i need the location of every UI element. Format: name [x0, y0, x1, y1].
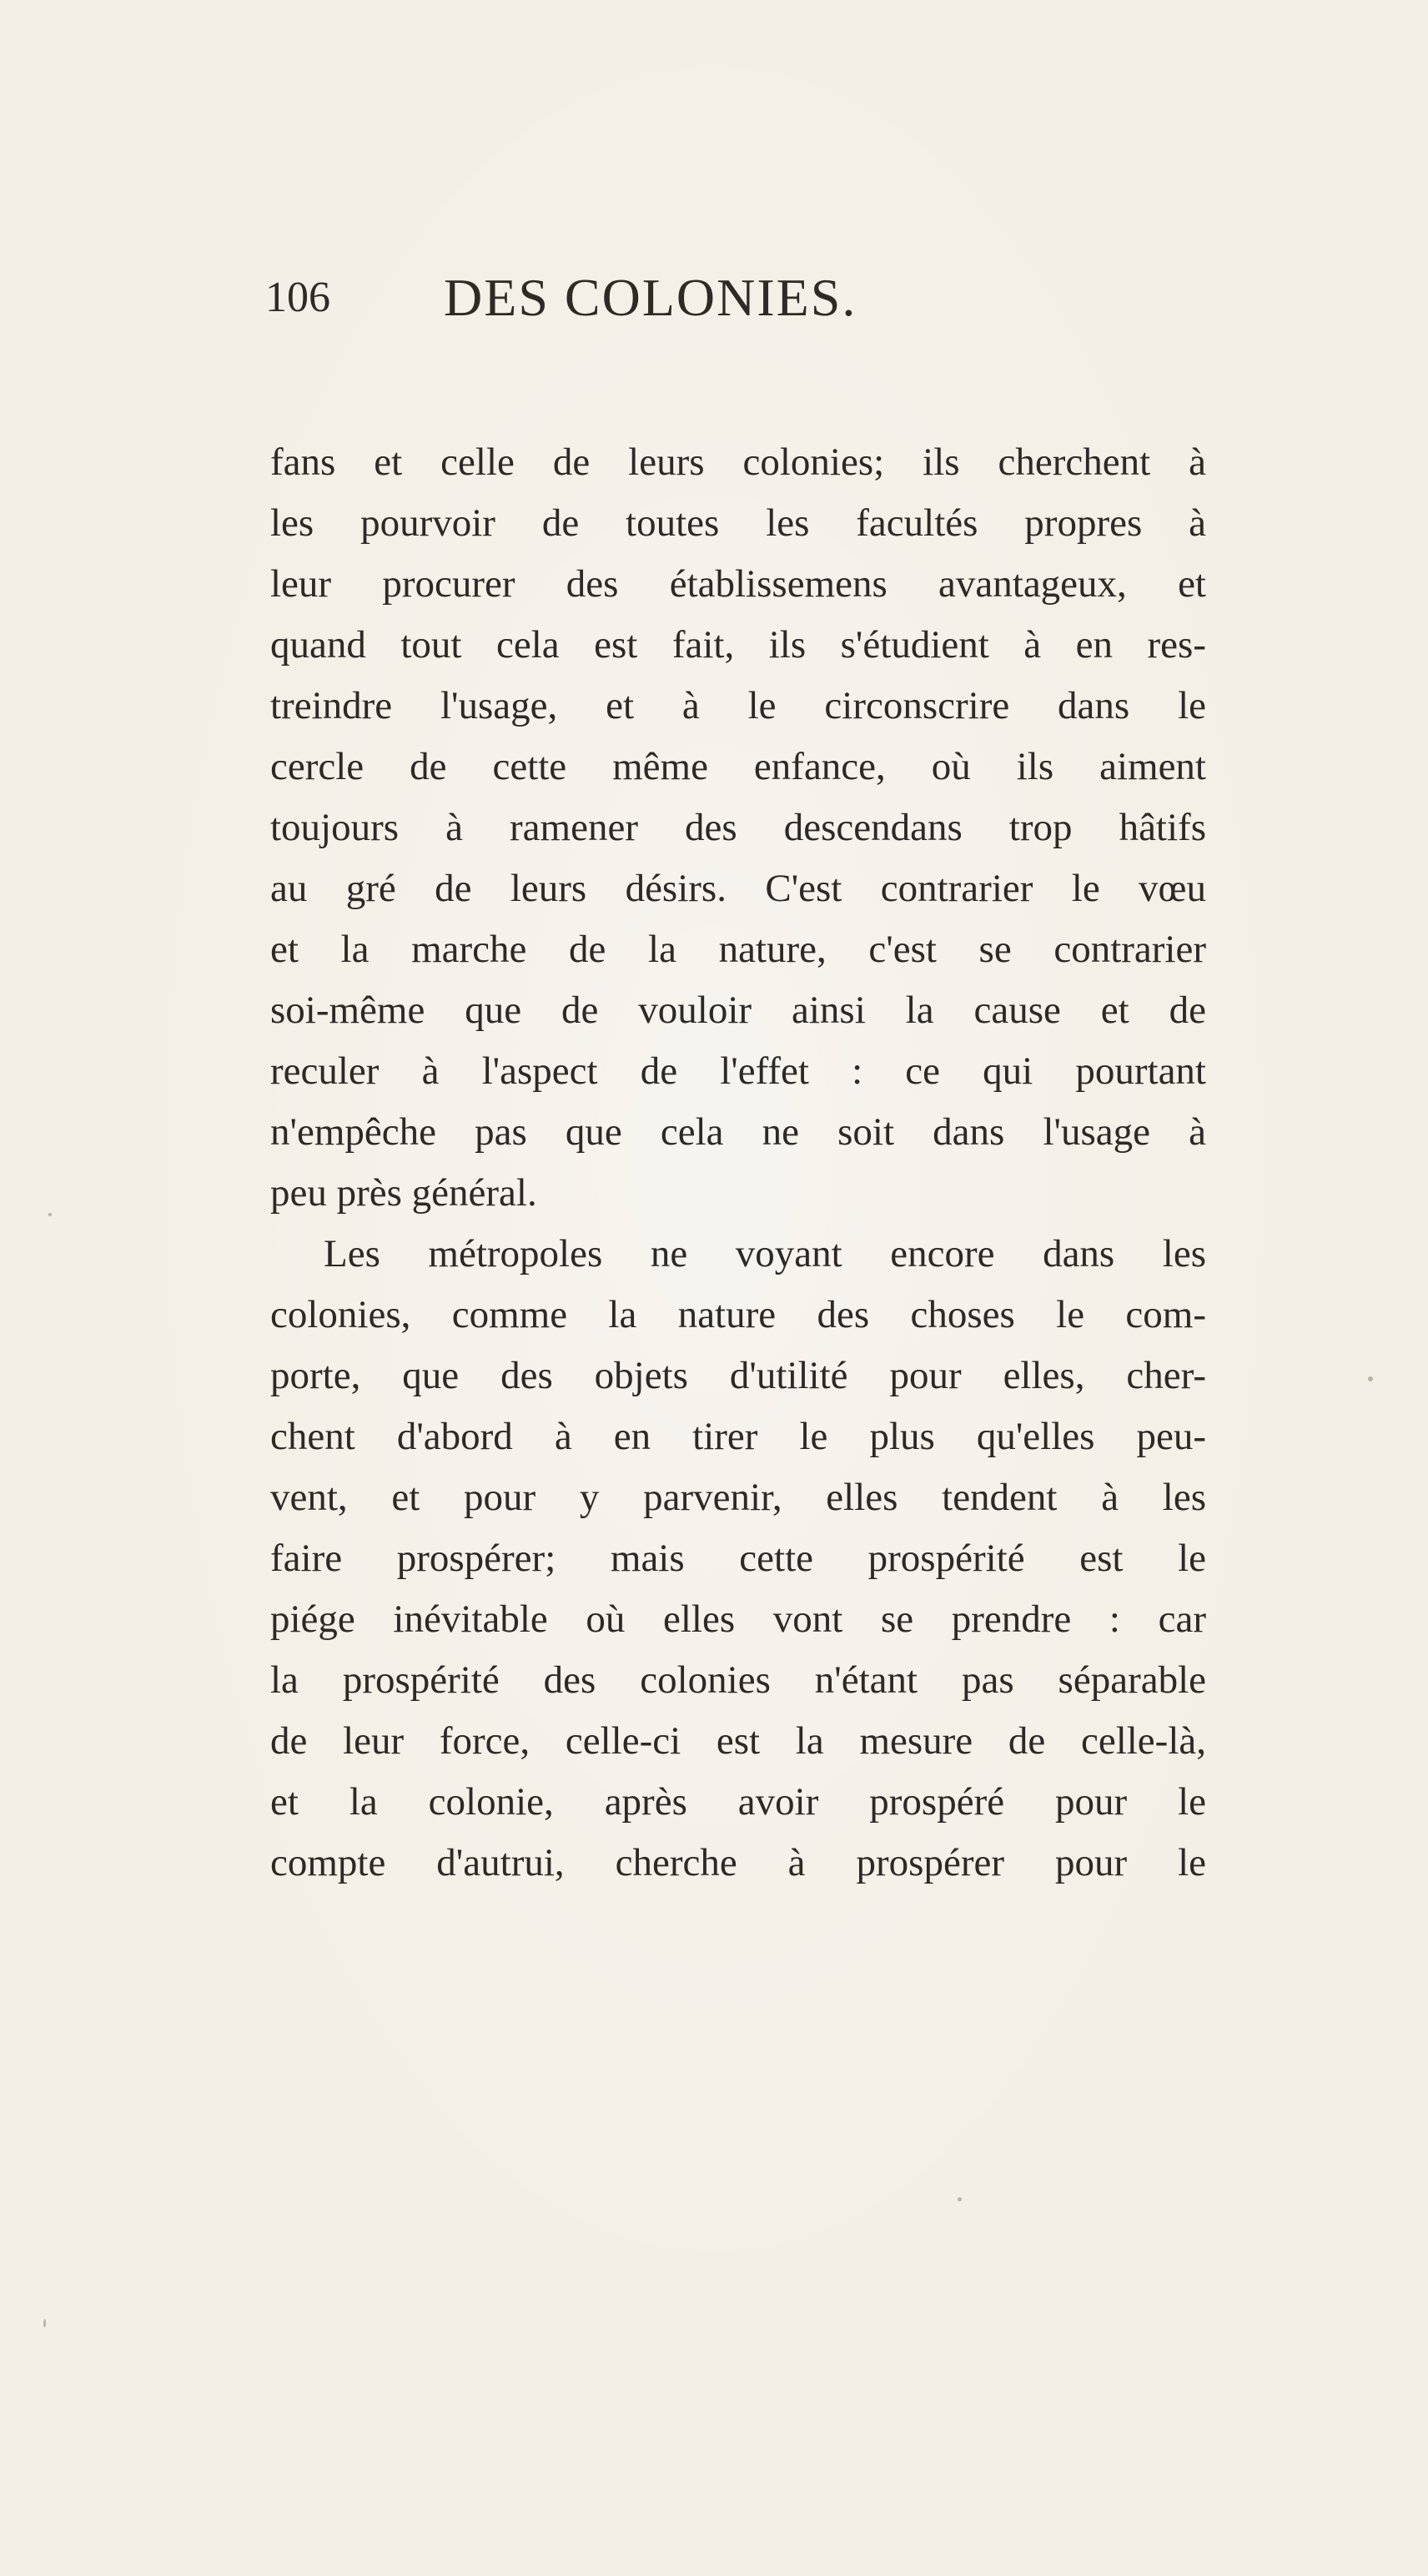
- text-line: et la marche de la nature, c'est se contrarier: [270, 928, 1206, 971]
- text-line: au gré de leurs désirs. C'est contrarier le vœu: [270, 867, 1206, 910]
- text-line: chent d'abord à en tirer le plus qu'elles peu-: [270, 1415, 1206, 1458]
- text-line: toujours à ramener des descendans trop hâtifs: [270, 806, 1206, 849]
- text-line: quand tout cela est fait, ils s'étudient à en res-: [270, 623, 1206, 667]
- paper-speck: [48, 1213, 52, 1216]
- paper-speck: [958, 2197, 962, 2201]
- page-number: 106: [265, 274, 330, 321]
- text-line: peu près général.: [270, 1171, 537, 1215]
- text-line: colonies, comme la nature des choses le com-: [270, 1293, 1206, 1336]
- text-line: de leur force, celle-ci est la mesure de celle-là,: [270, 1719, 1206, 1763]
- text-line: les pourvoir de toutes les facultés propres à: [270, 501, 1206, 545]
- text-line: vent, et pour y parvenir, elles tendent à les: [270, 1476, 1206, 1519]
- text-line: reculer à l'aspect de l'effet : ce qui pourtant: [270, 1049, 1206, 1093]
- body-text: [270, 432, 1206, 1894]
- paragraph-start-line: Les métropoles ne voyant encore dans les: [324, 1232, 1206, 1275]
- paper-speck: [1368, 1376, 1373, 1381]
- text-line: piége inévitable où elles vont se prendre : car: [270, 1597, 1206, 1641]
- running-title: DES COLONIES.: [444, 268, 857, 327]
- text-line: soi-même que de vouloir ainsi la cause et de: [270, 989, 1206, 1032]
- text-line: fans et celle de leurs colonies; ils cherchent à: [270, 440, 1206, 484]
- paper-speck: [43, 2319, 46, 2327]
- running-head: [265, 260, 1066, 335]
- text-line: et la colonie, après avoir prospéré pour le: [270, 1780, 1206, 1824]
- text-line: treindre l'usage, et à le circonscrire dans le: [270, 684, 1206, 727]
- text-line: n'empêche pas que cela ne soit dans l'usage à: [270, 1110, 1206, 1154]
- text-line: compte d'autrui, cherche à prospérer pour le: [270, 1841, 1206, 1884]
- text-line: la prospérité des colonies n'étant pas séparable: [270, 1658, 1206, 1702]
- text-line: cercle de cette même enfance, où ils aiment: [270, 745, 1206, 788]
- text-line: porte, que des objets d'utilité pour elles, cher-: [270, 1354, 1206, 1397]
- text-line: leur procurer des établissemens avantageux, et: [270, 562, 1206, 606]
- text-line: faire prospérer; mais cette prospérité est le: [270, 1537, 1206, 1580]
